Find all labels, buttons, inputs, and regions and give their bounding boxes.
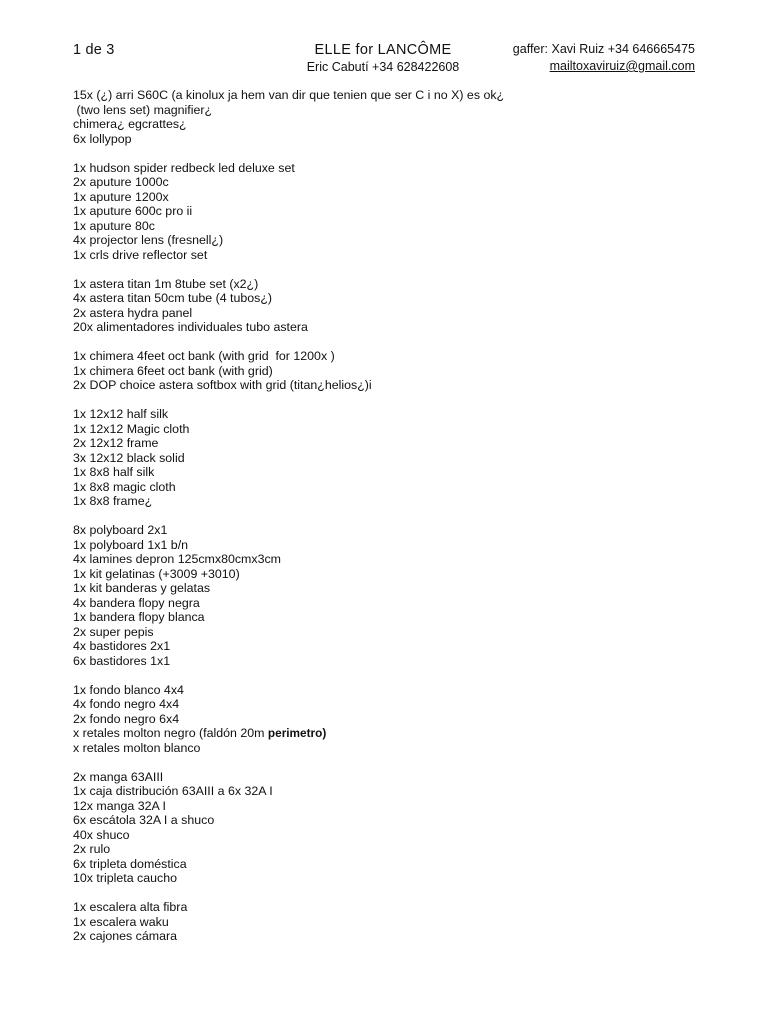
list-item: 1x 8x8 half silk [73, 465, 155, 479]
list-item: 2x fondo negro 6x4 [73, 711, 180, 726]
list-item: chimera¿ egcrattes¿ [73, 117, 187, 131]
list-item: 1x polyboard 1x1 b/n [73, 537, 189, 552]
list-item: 1x chimera 4feet oct bank (with grid for 1200x ) [73, 349, 335, 363]
list-item: 1x kit gelatinas (+3009 +3010) [73, 566, 240, 581]
list-group-power [73, 770, 693, 886]
equipment-list [73, 88, 693, 958]
list-group-grip [73, 523, 693, 668]
list-item [73, 726, 693, 741]
list-group-camera [73, 88, 693, 146]
list-item: 20x alimentadores individuales tubo astera [73, 320, 308, 334]
list-item: 2x 12x12 frame [73, 436, 159, 450]
list-item: 1x aputure 80c [73, 218, 155, 233]
document-title: ELLE for LANCÔME [314, 42, 452, 58]
list-item: 1x caja distribución 63AIII a 6x 32A I [73, 784, 273, 798]
list-item: 4x fondo negro 4x4 [73, 697, 180, 711]
gaffer-contact: gaffer: Xavi Ruiz +34 646665475 [512, 42, 695, 56]
list-group-backdrops [73, 683, 693, 756]
list-item: 8x polyboard 2x1 [73, 523, 168, 537]
list-item: 1x 12x12 Magic cloth [73, 421, 190, 436]
list-item: 4x projector lens (fresnell¿) [73, 233, 224, 247]
list-item: 4x lamines depron 125cmx80cmx3cm [73, 552, 281, 566]
list-item: x retales molton blanco [73, 740, 201, 755]
list-item: 4x bastidores 2x1 [73, 639, 171, 653]
page-number: 1 de 3 [73, 42, 115, 58]
list-item: 2x aputure 1000c [73, 175, 169, 189]
list-item: 12x manga 32A I [73, 798, 166, 813]
list-item: 1x fondo blanco 4x4 [73, 682, 184, 697]
list-item-bold-text: perimetro) [267, 726, 327, 740]
list-item: 1x 8x8 magic cloth [73, 479, 176, 494]
list-item: 2x DOP choice astera softbox with grid (titan¿helios¿)i [73, 378, 372, 392]
list-item: 1x aputure 600c pro ii [73, 204, 193, 218]
list-item: 2x astera hydra panel [73, 305, 193, 320]
list-item: 1x chimera 6feet oct bank (with grid) [73, 363, 273, 378]
list-item: 1x escalera alta fibra [73, 900, 188, 914]
list-item: 1x 8x8 frame¿ [73, 494, 153, 508]
list-item: 6x escátola 32A I a shuco [73, 813, 215, 827]
list-group-softboxes [73, 349, 693, 393]
list-item: 6x tripleta doméstica [73, 856, 187, 871]
gaffer-block [513, 42, 695, 75]
list-item: 3x 12x12 black solid [73, 450, 185, 465]
list-item: 1x crls drive reflector set [73, 247, 208, 262]
list-item: 1x kit banderas y gelatas [73, 581, 211, 595]
list-group-misc [73, 900, 693, 944]
list-item: 2x rulo [73, 842, 111, 856]
list-item: 4x bandera flopy negra [73, 595, 200, 610]
list-group-astera [73, 277, 693, 335]
list-item: 1x bandera flopy blanca [73, 610, 205, 624]
list-item: 4x astera titan 50cm tube (4 tubos¿) [73, 291, 273, 305]
producer-contact: Eric Cabutí +34 628422608 [306, 60, 460, 74]
list-item: 1x astera titan 1m 8tube set (x2¿) [73, 276, 259, 291]
list-item: 6x bastidores 1x1 [73, 653, 171, 668]
list-item: 1x hudson spider redbeck led deluxe set [73, 160, 295, 175]
list-item: 1x escalera waku [73, 914, 169, 929]
list-item: 15x (¿) arri S60C (a kinolux ja hem van dir que tenien que ser C i no X) es ok¿ [73, 88, 505, 102]
list-group-frames [73, 407, 693, 509]
list-item: 40x shuco [73, 827, 130, 842]
list-item: 1x 12x12 half silk [73, 407, 169, 421]
list-item: (two lens set) magnifier¿ [73, 102, 213, 117]
list-item: 2x manga 63AIII [73, 769, 164, 784]
list-item-text: x retales molton negro (faldón 20m [73, 726, 268, 740]
list-group-lights [73, 161, 693, 263]
list-item: 2x super pepis [73, 624, 154, 639]
title-block [250, 42, 516, 75]
email-link[interactable]: mailtoxaviruiz@gmail.com [549, 59, 695, 73]
list-item: 1x aputure 1200x [73, 189, 169, 204]
list-item: 6x lollypop [73, 131, 132, 146]
list-item: 2x cajones cámara [73, 929, 177, 943]
list-item: 10x tripleta caucho [73, 871, 178, 885]
